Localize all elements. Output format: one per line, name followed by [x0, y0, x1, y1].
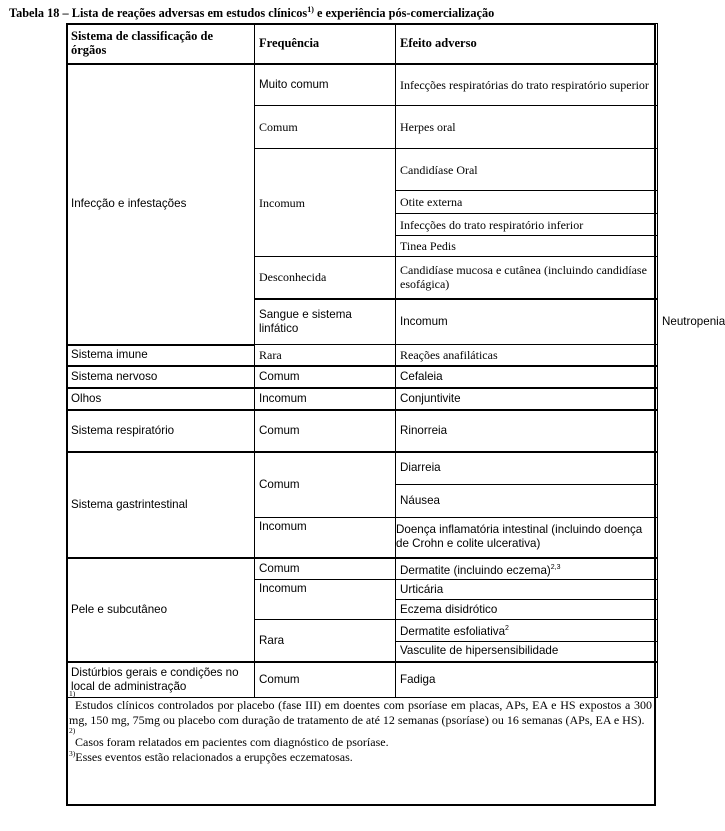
effect-cell: Cefaleia	[396, 366, 658, 388]
effect-cell: Reações anafiláticas	[396, 345, 658, 366]
freq-cell: Rara	[255, 620, 396, 662]
footnote-3	[69, 750, 652, 765]
effect-cell: Eczema disidrótico	[396, 600, 658, 620]
freq-cell: Desconhecida	[255, 257, 396, 299]
freq-cell: Incomum	[255, 518, 396, 558]
freq-cell: Incomum	[255, 388, 396, 410]
effect-cell: Urticária	[396, 580, 658, 600]
soc-immune: Sistema imune	[67, 345, 255, 366]
effect-footnote-ref: 2	[505, 625, 509, 633]
effect-cell: Otite externa	[396, 191, 658, 214]
soc-nervous: Sistema nervoso	[67, 366, 255, 388]
soc-general: Distúrbios gerais e condições no local de administração	[67, 662, 255, 698]
footnote-marker-1: 1)	[69, 689, 76, 698]
freq-cell: Comum	[255, 106, 396, 149]
soc-respiratory: Sistema respiratório	[67, 410, 255, 452]
freq-cell: Comum	[255, 558, 396, 580]
soc-infection: Infecção e infestações	[67, 64, 255, 345]
effect-cell: Fadiga	[396, 662, 658, 698]
caption-suffix: e experiência pós-comercialização	[313, 6, 495, 21]
header-soc: Sistema de classificação de órgãos	[67, 24, 255, 64]
soc-gastro: Sistema gastrintestinal	[67, 452, 255, 558]
table-caption	[9, 5, 494, 21]
effect-cell: Doença inflamatória intestinal (incluindo doença de Crohn e colite ulcerativa)	[396, 518, 658, 558]
freq-cell: Muito comum	[255, 64, 396, 106]
effect-cell: Candidíase mucosa e cutânea (incluindo candidíase esofágica)	[396, 257, 658, 299]
freq-cell: Comum	[255, 662, 396, 698]
footnote-1: Estudos clínicos controlados por placebo (fase III) em doentes com psoríase em placas, APs, EA e HS expostos a 300 mg, 150 mg, 75mg ou placebo com duração de tratamento de até 12 semanas (psoríase) ou 16 semanas (APs, EA e HS).	[69, 698, 652, 727]
header-effect: Efeito adverso	[396, 24, 658, 64]
effect-cell: Candidíase Oral	[396, 149, 658, 191]
effect-cell: Tinea Pedis	[396, 236, 658, 257]
effect-cell: Rinorreia	[396, 410, 658, 452]
caption-text: Tabela 18 – Lista de reações adversas em estudos clínicos	[9, 6, 308, 21]
freq-cell: Incomum	[255, 149, 396, 257]
effect-cell: Náusea	[396, 485, 658, 518]
table-frame	[66, 23, 656, 806]
effect-text: Dermatite (incluindo eczema)	[400, 563, 551, 577]
freq-cell: Comum	[255, 452, 396, 518]
freq-cell: Incomum	[396, 299, 658, 345]
effect-text: Dermatite esfoliativa	[400, 625, 506, 639]
header-frequency: Frequência	[255, 24, 396, 64]
soc-skin: Pele e subcutâneo	[67, 558, 255, 662]
freq-cell: Rara	[255, 345, 396, 366]
footnote-marker-2: 2)	[69, 726, 76, 735]
effect-cell: Infecções respiratórias do trato respiratório superior	[396, 64, 658, 106]
soc-blood: Sangue e sistema linfático	[255, 299, 396, 345]
effect-cell: Diarreia	[396, 452, 658, 485]
footnotes	[66, 690, 656, 806]
caption-footnote-ref: 1)	[307, 5, 314, 14]
freq-cell: Incomum	[255, 580, 396, 620]
effect-cell: Infecções do trato respiratório inferior	[396, 214, 658, 236]
soc-eyes: Olhos	[67, 388, 255, 410]
effect-cell: Vasculite de hipersensibilidade	[396, 642, 658, 662]
effect-cell: Herpes oral	[396, 106, 658, 149]
effect-cell: Conjuntivite	[396, 388, 658, 410]
freq-cell: Comum	[255, 366, 396, 388]
table-row: Sangue e sistema linfático Incomum Neutropenia	[67, 299, 658, 345]
footnote-3-text: Esses eventos estão relacionados a erupções eczematosas.	[75, 749, 353, 764]
footnote-2: Casos foram relatados em pacientes com diagnóstico de psoríase.	[75, 735, 389, 749]
effect-footnote-ref: 2,3	[550, 563, 561, 571]
footnote-marker-3: 3)	[69, 748, 76, 758]
freq-cell: Comum	[255, 410, 396, 452]
